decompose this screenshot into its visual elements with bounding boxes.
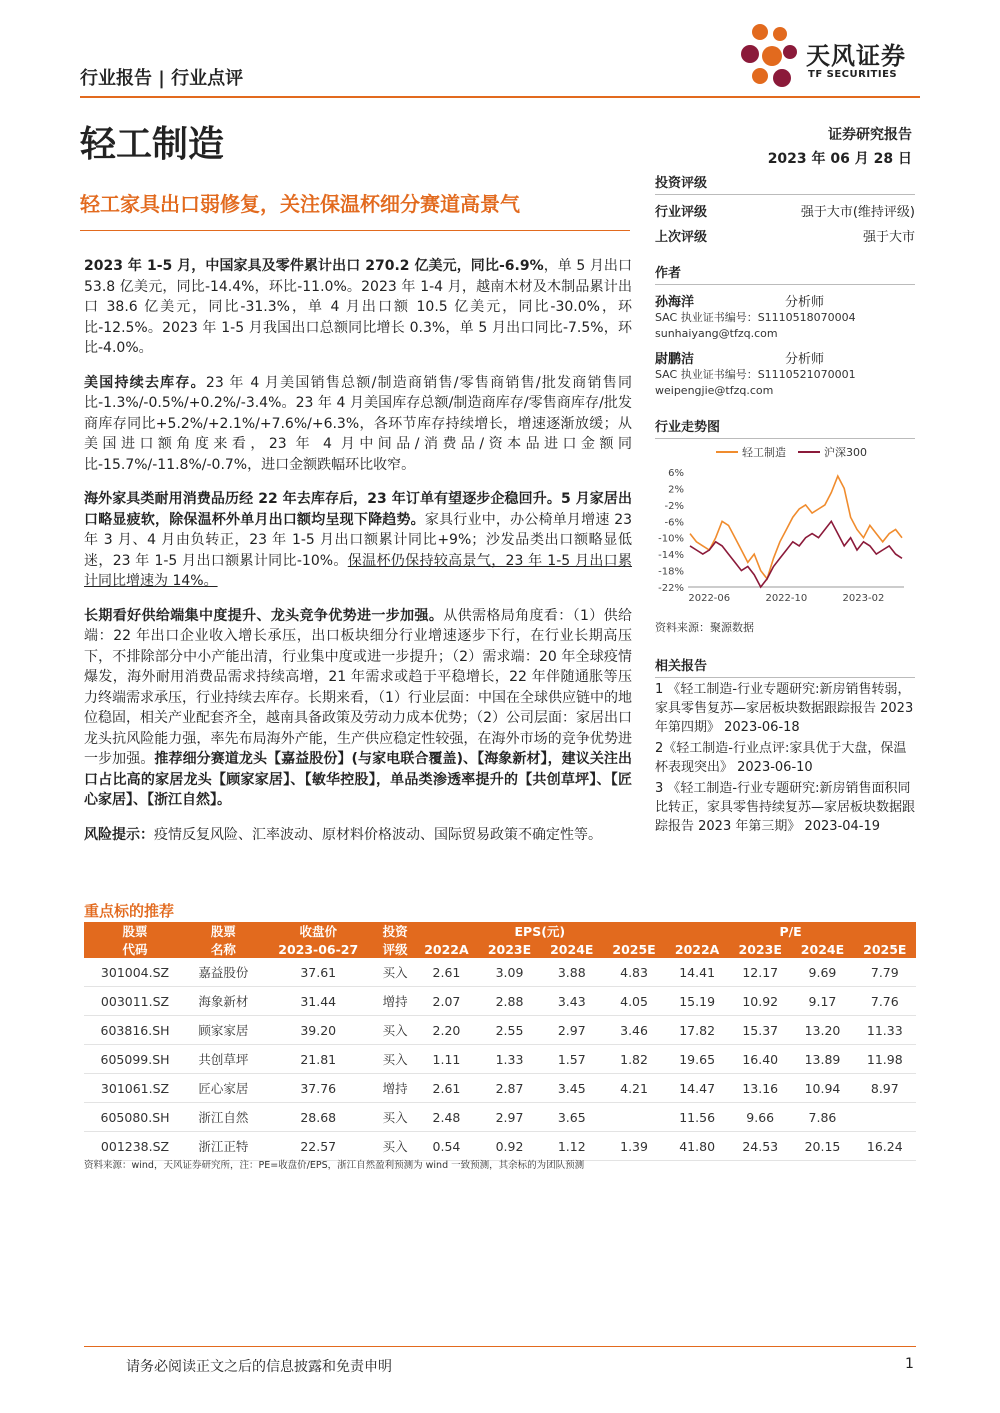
table-cell: 9.69 (791, 958, 853, 987)
y-tick-label: -6% (664, 517, 684, 529)
report-body (84, 256, 632, 859)
table-cell: 2.20 (415, 1016, 479, 1045)
paragraph-us-inventory (84, 373, 632, 476)
footer-disclaimer[interactable]: 请务必阅读正文之后的信息披露和免责申明 (126, 1359, 392, 1375)
paragraph-highlight: 保温杯仍保持较高景气，23 年 1-5 月出口累计同比增速为 14%。 (84, 552, 633, 589)
paragraph-risk (84, 825, 632, 846)
table-cell: 浙江正特 (186, 1132, 261, 1161)
rating-row (655, 226, 915, 245)
table-cell: 605080.SH (84, 1103, 186, 1132)
rating-value: 强于大市 (862, 230, 915, 245)
table-cell: 4.83 (603, 958, 665, 987)
paragraph-export (84, 256, 632, 359)
author-email[interactable]: sunhaiyang@tfzq.com (655, 327, 778, 340)
paragraph-lead: 长期看好供给端集中度提升、龙头竞争优势进一步加强。 (84, 607, 444, 624)
table-cell: 16.40 (729, 1045, 791, 1074)
rating-value: 强于大市(维持评级) (800, 205, 915, 220)
table-cell: 买入 (376, 1045, 415, 1074)
y-tick-label: 2% (668, 484, 684, 496)
title-divider (80, 230, 630, 231)
series-line (690, 521, 902, 587)
y-tick-label: -18% (658, 566, 684, 578)
col-header: 评级 (376, 940, 415, 958)
x-tick-label: 2023-02 (842, 593, 885, 604)
related-heading: 相关报告 (655, 655, 915, 678)
table-body (84, 958, 916, 1161)
report-category: 行业报告 | 行业点评 (80, 68, 244, 89)
col-header: 2023E (478, 940, 540, 958)
report-title: 轻工家具出口弱修复，关注保温杯细分赛道高景气 (80, 192, 520, 216)
table-cell: 12.17 (729, 958, 791, 987)
table-cell: 4.05 (603, 987, 665, 1016)
table-cell: 2.55 (478, 1016, 540, 1045)
col-header: 代码 (84, 940, 186, 958)
table-cell: 3.65 (541, 1103, 603, 1132)
table-cell: 605099.SH (84, 1045, 186, 1074)
rating-section (655, 172, 915, 245)
recommendation-table (84, 922, 916, 1161)
table-header-row (84, 922, 916, 940)
trend-heading: 行业走势图 (655, 416, 915, 439)
tf-logo-icon (738, 22, 802, 92)
table-cell: 301004.SZ (84, 958, 186, 987)
authors-heading: 作者 (655, 262, 915, 285)
col-header-eps: EPS(元) (415, 922, 666, 940)
series-line (690, 476, 902, 579)
report-date: 2023 年 06 月 28 日 (767, 151, 912, 167)
related-report-item[interactable]: 1 《轻工制造-行业专题研究:新房销售转弱，家具零售复苏—家居板块数据跟踪报告 2023 年第四期》 2023-06-18 (655, 682, 914, 735)
col-header: 2025E (603, 940, 665, 958)
table-cell: 14.41 (665, 958, 729, 987)
table-cell: 41.80 (665, 1132, 729, 1161)
table-cell: 003011.SZ (84, 987, 186, 1016)
table-title: 重点标的推荐 (84, 902, 175, 920)
col-header: 2023E (729, 940, 791, 958)
paragraph-text: 疫情反复风险、汇率波动、原材料价格波动、国际贸易政策不确定性等。 (154, 826, 602, 843)
y-tick-label: -14% (658, 550, 684, 562)
header-divider (80, 96, 920, 98)
paragraph-text: ，单 5 月出口 53.8 亿美元，同比-14.4%，环比-11.0%。2023 年 1-4 月，越南木材及木制品累计出口 38.6 亿美元，同比-31.3%，单 4 月出口额 10.5 亿美元，同比-30.0%，环比-12.5%。2023 年 1-5 月我国出口总额同比增长 0.3%，单 5 月出口同比-7.5%，环比-4.0%。 (84, 258, 632, 356)
report-type: 证券研究报告 (828, 127, 912, 143)
paragraph-lead: 海外家具类耐用消费品历经 22 年去库存后，23 年订单有望逐步企稳回升。5 月家居出口略显疲软，除保温杯外单月出口额均呈现下降趋势。 (84, 491, 632, 528)
table-cell: 买入 (376, 1132, 415, 1161)
table-cell: 匠心家居 (186, 1074, 261, 1103)
table-cell: 9.17 (791, 987, 853, 1016)
table-cell: 2.88 (478, 987, 540, 1016)
table-cell: 7.86 (791, 1103, 853, 1132)
table-cell: 4.21 (603, 1074, 665, 1103)
table-cell: 1.33 (478, 1045, 540, 1074)
related-report-item[interactable]: 3 《轻工制造-行业专题研究:新房销售面积同比转正，家具零售持续复苏—家居板块数据跟踪报告 2023 年第三期》 2023-04-19 (655, 781, 916, 834)
industry-title: 轻工制造 (80, 124, 225, 165)
rating-label: 上次评级 (655, 230, 708, 245)
table-cell: 11.98 (854, 1045, 916, 1074)
table-row (84, 1074, 916, 1103)
table-cell: 39.20 (261, 1016, 376, 1045)
author-role: 分析师 (785, 295, 825, 310)
table-cell: 顾家家居 (186, 1016, 261, 1045)
authors-section (655, 262, 915, 399)
col-header: 2024E (791, 940, 853, 958)
table-cell: 增持 (376, 1074, 415, 1103)
table-cell: 24.53 (729, 1132, 791, 1161)
y-tick-label: 6% (668, 468, 684, 479)
paragraph-text: 23 年 4 月美国销售总额/制造商销售/零售商销售/批发商销售同比-1.3%/-0.5%/+0.2%/-3.4%。23 年 4 月美国库存总额/制造商库存/零售商库存/批发商库存同比+5.2%/+2.1%/+7.6%/+6.3%，各环节库存持续增长，增速逐渐放缓；从美国进口额角度来看，23 年 4 月中间品/消费品/资本品进口金额同比-15.7%/-11.8%/-0.7%，进口金额跌幅环比收窄。 (84, 374, 632, 473)
table-cell: 2.48 (415, 1103, 479, 1132)
table-cell: 13.16 (729, 1074, 791, 1103)
table-cell: 22.57 (261, 1132, 376, 1161)
table-cell: 浙江自然 (186, 1103, 261, 1132)
paragraph-lead: 风险提示： (84, 826, 154, 843)
table-cell: 0.54 (415, 1132, 479, 1161)
author-card (655, 348, 915, 399)
col-header: 2023-06-27 (261, 940, 376, 958)
trend-section (655, 416, 915, 439)
table-cell: 15.19 (665, 987, 729, 1016)
author-email[interactable]: weipengjie@tfzq.com (655, 384, 774, 397)
table-cell: 1.12 (541, 1132, 603, 1161)
table-cell: 37.76 (261, 1074, 376, 1103)
table-note: 资料来源：wind，天风证券研究所，注：PE=收盘价/EPS，浙江自然盈利预测为 wind 一致预测，其余标的为团队预测 (84, 1160, 585, 1171)
table-cell: 603816.SH (84, 1016, 186, 1045)
table-cell: 3.43 (541, 987, 603, 1016)
author-card (655, 291, 915, 342)
table-cell: 14.47 (665, 1074, 729, 1103)
table-cell: 7.76 (854, 987, 916, 1016)
table-row (84, 958, 916, 987)
rating-row (655, 201, 915, 220)
trend-chart (652, 440, 916, 610)
table-cell: 共创草坪 (186, 1045, 261, 1074)
table-row (84, 1016, 916, 1045)
table-cell: 嘉益股份 (186, 958, 261, 987)
table-cell: 3.88 (541, 958, 603, 987)
x-tick-label: 2022-06 (688, 593, 731, 604)
table-cell: 增持 (376, 987, 415, 1016)
table-cell: 13.89 (791, 1045, 853, 1074)
table-cell: 10.94 (791, 1074, 853, 1103)
table-cell: 2.61 (415, 958, 479, 987)
table-cell: 1.82 (603, 1045, 665, 1074)
col-header: 2022A (665, 940, 729, 958)
table-cell: 19.65 (665, 1045, 729, 1074)
trend-source: 资料来源：聚源数据 (655, 621, 754, 634)
legend-label: 轻工制造 (742, 446, 786, 459)
table-cell: 2.87 (478, 1074, 540, 1103)
y-tick-label: -2% (664, 500, 684, 512)
col-header-pe: P/E (665, 922, 916, 940)
table-cell: 301061.SZ (84, 1074, 186, 1103)
table-cell: 28.68 (261, 1103, 376, 1132)
table-cell (854, 1103, 916, 1132)
author-name: 尉鹏洁 (655, 352, 695, 367)
table-cell: 海象新材 (186, 987, 261, 1016)
col-header: 2025E (854, 940, 916, 958)
page-number: 1 (905, 1356, 914, 1372)
table-cell: 3.45 (541, 1074, 603, 1103)
table-row (84, 1045, 916, 1074)
col-header: 股票 (186, 922, 261, 940)
table-cell: 7.79 (854, 958, 916, 987)
paragraph-orders (84, 489, 632, 592)
table-cell: 8.97 (854, 1074, 916, 1103)
table-cell: 001238.SZ (84, 1132, 186, 1161)
table-cell: 1.57 (541, 1045, 603, 1074)
y-tick-label: -22% (658, 583, 684, 594)
related-section (655, 655, 915, 836)
x-tick-label: 2022-10 (765, 593, 808, 604)
legend-label: 沪深300 (824, 446, 867, 459)
y-tick-label: -10% (658, 533, 684, 545)
paragraph-lead: 2023 年 1-5 月，中国家具及零件累计出口 270.2 亿美元，同比-6.9% (84, 258, 544, 274)
table-cell: 3.09 (478, 958, 540, 987)
table-cell: 买入 (376, 1103, 415, 1132)
col-header: 2022A (415, 940, 479, 958)
table-cell: 1.39 (603, 1132, 665, 1161)
paragraph-lead: 美国持续去库存。 (84, 374, 206, 391)
table-cell: 买入 (376, 1016, 415, 1045)
paragraph-text: 家具行业中，办公椅单月增速 23 年 3 月、4 月由负转正，23 年 1-5 月出口额累计同比+9%；沙发品类出口额略显低迷，23 年 1-5 月出口额累计同比-10%。 (84, 511, 633, 569)
table-cell: 2.97 (478, 1103, 540, 1132)
table-row (84, 987, 916, 1016)
table-cell: 3.46 (603, 1016, 665, 1045)
table-cell: 11.56 (665, 1103, 729, 1132)
table-cell: 13.20 (791, 1016, 853, 1045)
table-cell: 15.37 (729, 1016, 791, 1045)
table-cell (603, 1103, 665, 1132)
author-sac: SAC 执业证书编号：S1110521070001 (655, 368, 856, 381)
table-cell: 2.61 (415, 1074, 479, 1103)
table-cell: 37.61 (261, 958, 376, 987)
paragraph-text: 从供需格局角度看：（1）供给端：22 年出口企业收入增长承压，出口板块细分行业增速逐步下行，在行业长期高压下，不排除部分中小产能出清，行业集中度或进一步提升；（2）需求端：20 年全球疫情爆发，海外耐用消费品需求持续高增，21 年需求或趋于平稳增长，22 年伴随通胀等压力终端需求承压，行业持续去库存。长期来看，（1）行业层面：中国在全球供应链中的地位稳固，相关产业配套齐全，越南具备政策及劳动力成本优势；（2）公司层面：家居出口龙头抗风险能力强，率先布局海外产能，生产供应稳定性较强，在海外市场的竞争优势进一步加强。 (84, 607, 632, 767)
table-row (84, 1103, 916, 1132)
related-report-item[interactable]: 2《轻工制造-行业点评:家具优于大盘，保温杯表现突出》 2023-06-10 (655, 741, 907, 775)
col-header: 投资 (376, 922, 415, 940)
table-cell: 9.66 (729, 1103, 791, 1132)
table-header-row (84, 940, 916, 958)
col-header: 股票 (84, 922, 186, 940)
table-cell: 1.11 (415, 1045, 479, 1074)
author-name: 孙海洋 (655, 295, 695, 310)
author-role: 分析师 (785, 352, 825, 367)
author-sac: SAC 执业证书编号：S1110518070004 (655, 311, 856, 324)
table-cell: 买入 (376, 958, 415, 987)
table-cell: 10.92 (729, 987, 791, 1016)
col-header: 收盘价 (261, 922, 376, 940)
table-cell: 2.07 (415, 987, 479, 1016)
table-cell: 20.15 (791, 1132, 853, 1161)
paragraph-recommendation: 推荐细分赛道龙头【嘉益股份】(与家电联合覆盖)、【海象新材】，建议关注出口占比高的家居龙头【顾家家居】、【敏华控股】，单品类渗透率提升的【共创草坪】、【匠心家居】、【浙江自然】。 (84, 751, 633, 808)
paragraph-longterm (84, 606, 632, 811)
col-header: 2024E (541, 940, 603, 958)
rating-label: 行业评级 (655, 205, 708, 220)
footer-divider (84, 1346, 916, 1347)
table-cell: 31.44 (261, 987, 376, 1016)
table-cell: 16.24 (854, 1132, 916, 1161)
table-cell: 11.33 (854, 1016, 916, 1045)
logo-text: 天风证券 (806, 42, 906, 70)
table-cell: 21.81 (261, 1045, 376, 1074)
table-cell: 2.97 (541, 1016, 603, 1045)
rating-heading: 投资评级 (655, 172, 915, 195)
logo-text-en: TF SECURITIES (808, 69, 898, 80)
table-cell: 17.82 (665, 1016, 729, 1045)
col-header: 名称 (186, 940, 261, 958)
table-cell: 0.92 (478, 1132, 540, 1161)
